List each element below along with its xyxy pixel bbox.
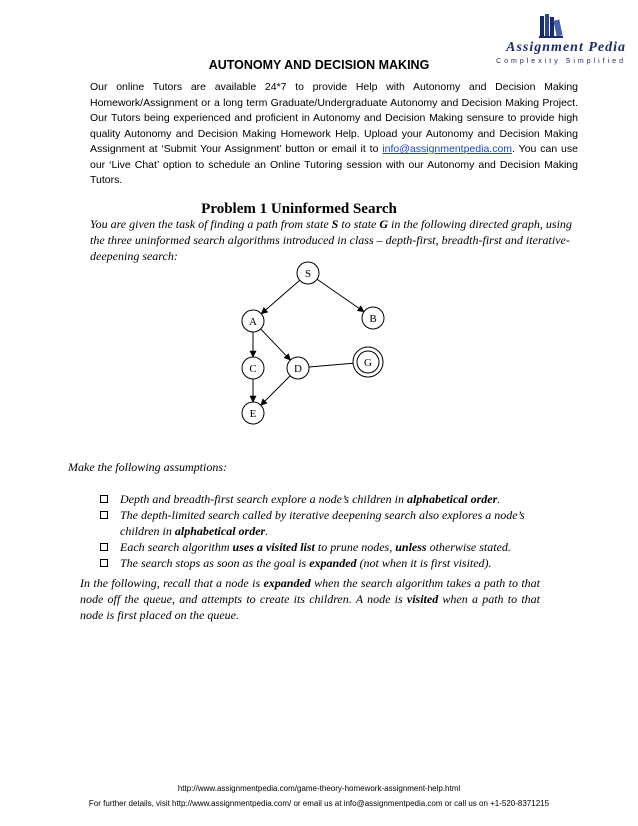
footer-details: For further details, visit http://www.assignmentpedia.com/ or email us at info@assignmentpedia.com or call us on +1-520-8371215 (88, 799, 550, 808)
edge-s-a (261, 280, 299, 314)
goal-state: G (379, 217, 389, 231)
logo-tagline: Complexity Simplified (496, 58, 626, 65)
edge-d-g (309, 363, 353, 367)
problem-title: Problem 1 Uninformed Search (201, 201, 397, 217)
node-d (287, 357, 309, 379)
node-label: D (294, 363, 302, 375)
footer-url[interactable]: http://www.assignmentpedia.com/game-theory-homework-assignment-help.html (177, 784, 461, 793)
node-s (297, 262, 319, 284)
list-item (100, 507, 540, 539)
recall-text: when a path to that node is first placed on the queue. (80, 592, 540, 622)
term-visited: visited (406, 592, 439, 606)
item-emphasis: uses a visited list (232, 540, 315, 554)
logo-brand: Assignment Pedia (506, 40, 626, 55)
graph-nodes (242, 262, 384, 424)
term-expanded: expanded (263, 576, 311, 590)
item-text: Depth and breadth-first search explore a node’s children in (120, 492, 407, 506)
node-label: A (249, 316, 257, 328)
item-text: otherwise stated. (426, 540, 511, 554)
node-label: E (249, 408, 257, 420)
intro-text: Our online Tutors are available 24*7 to provide Help with Autonomy and Decision Making Homework/Assignment or a long term Graduate/Undergraduate Autonomy and Decision Making Project. Our Tutors being experienced and proficient in Autonomy and Decision Making sensure to provide high quality Autonomy and Decision Making Homework Help. Upload your Autonomy and Decision Making Assignment at ‘Submit Your Assignment’ button or email it to (90, 81, 578, 155)
node-g (353, 347, 383, 377)
item-emphasis: alphabetical order (174, 524, 266, 538)
edge-a-d (261, 329, 291, 360)
problem-desc-part: You are given the task of finding a path from state (90, 217, 332, 231)
intro-paragraph (90, 80, 578, 189)
list-item (100, 555, 540, 571)
item-emphasis: alphabetical order (406, 492, 498, 506)
node-label: S (304, 268, 312, 280)
graph-edges (253, 279, 364, 405)
item-text: The search stops as soon as the goal is (120, 556, 310, 570)
book-stack-icon (538, 12, 564, 40)
problem-desc-part: in the following directed graph, using the three uninformed search algorithms introduced in class – depth-first, breadth-first and iterative-deepening search: (90, 217, 572, 263)
node-label: C (249, 363, 257, 375)
recall-paragraph (80, 575, 540, 623)
assumptions-heading: Make the following assumptions: (68, 460, 227, 474)
start-state: S (331, 217, 339, 231)
problem-description (90, 216, 578, 264)
item-emphasis: unless (395, 540, 427, 554)
assumptions-list (100, 491, 540, 571)
node-label: B (369, 313, 377, 325)
node-e (242, 402, 264, 424)
node-a (242, 310, 264, 332)
page-title: AUTONOMY AND DECISION MAKING (208, 58, 430, 72)
intro-text-end: . You can use our ‘Live Chat’ option to schedule an Online Tutoring session with our Autonomy and Decision Making Tutors. (90, 143, 578, 186)
item-text: Each search algorithm (120, 540, 233, 554)
item-text: The depth-limited search called by iterative deepening search also explores a node’s children in (120, 508, 525, 538)
problem-desc-part: to state (338, 217, 380, 231)
item-text: (not when it is first visited). (356, 556, 492, 570)
item-text: to prune nodes, (314, 540, 396, 554)
item-emphasis: expanded (309, 556, 357, 570)
item-text: . (265, 524, 269, 538)
recall-text: when the search algorithm takes a path to that node off the queue, and attempts to create its children. A node is (80, 576, 540, 606)
item-text: . (497, 492, 501, 506)
node-label: G (364, 357, 372, 369)
list-item (100, 539, 540, 555)
search-graph (200, 258, 420, 428)
node-c (242, 357, 264, 379)
edge-s-b (317, 279, 364, 311)
list-item (100, 491, 540, 507)
edge-d-e (261, 376, 290, 405)
logo (478, 12, 626, 65)
node-b (362, 307, 384, 329)
email-link[interactable]: info@assignmentpedia.com (382, 143, 513, 155)
recall-text: In the following, recall that a node is (80, 576, 264, 590)
